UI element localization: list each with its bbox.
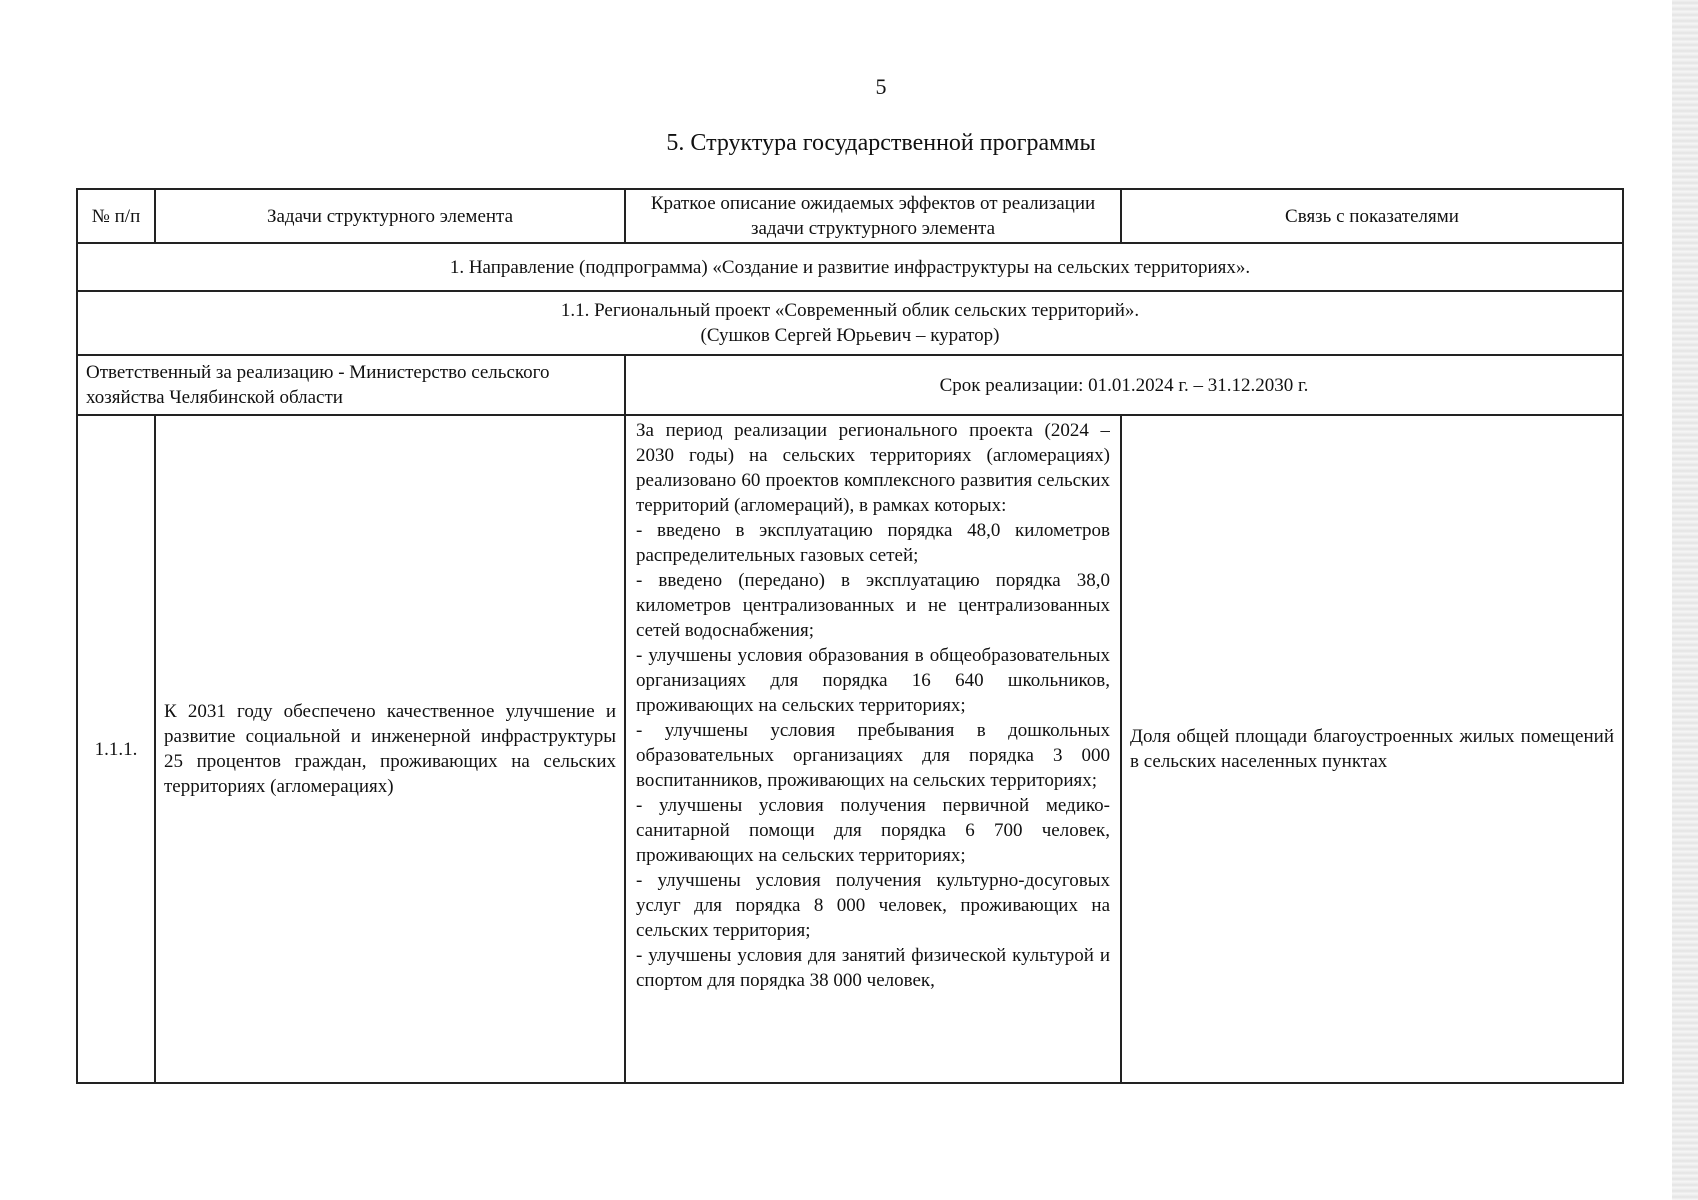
task-cell: К 2031 году обеспечено качественное улучшение и развитие социальной и инженерной инфраструктуры 25 процентов граждан, проживающих на сельских территориях (агломерациях) <box>155 415 625 1083</box>
header-indicators: Связь с показателями <box>1121 189 1623 243</box>
header-number: № п/п <box>77 189 155 243</box>
effect-item: - улучшены условия получения первичной медико-санитарной помощи для порядка 6 700 человек, проживающих на сельских территориях; <box>636 795 1110 866</box>
header-effects: Краткое описание ожидаемых эффектов от реализации задачи структурного элемента <box>625 189 1121 243</box>
effect-item: - введено в эксплуатацию порядка 48,0 километров распределительных газовых сетей; <box>636 520 1110 566</box>
effect-item: - улучшены условия образования в общеобразовательных организациях для порядка 16 640 школьников, проживающих на сельских территориях; <box>636 645 1110 716</box>
page-title: 5. Структура государственной программы <box>666 130 1096 156</box>
project-row <box>77 291 1623 355</box>
table-row <box>77 415 1623 1083</box>
indicator-cell: Доля общей площади благоустроенных жилых помещений в сельских населенных пунктах <box>1121 415 1623 1083</box>
responsible-cell: Ответственный за реализацию - Министерство сельского хозяйства Челябинской области <box>77 355 625 415</box>
effect-item: - улучшены условия получения культурно-досуговых услуг для порядка 8 000 человек, проживающих на сельских территория; <box>636 870 1110 941</box>
effects-list <box>636 418 1110 1078</box>
effect-item: За период реализации регионального проекта (2024 – 2030 годы) на сельских территориях (агломерациях) реализовано 60 проектов комплексного развития сельских территорий (агломераций), в рамках которых: <box>636 420 1110 516</box>
effect-item: - улучшены условия пребывания в дошкольных образовательных организациях для порядка 3 000 воспитанников, проживающих на сельских территориях; <box>636 720 1110 791</box>
project-title: 1.1. Региональный проект «Современный облик сельских территорий». <box>560 300 1140 321</box>
project-curator: (Сушков Сергей Юрьевич – куратор) <box>700 325 1000 346</box>
effect-item: - улучшены условия для занятий физической культурой и спортом для порядка 38 000 человек, <box>636 945 1110 991</box>
term-cell: Срок реализации: 01.01.2024 г. – 31.12.2030 г. <box>625 355 1623 415</box>
program-structure-table <box>76 188 1624 1084</box>
row-number: 1.1.1. <box>77 415 155 1083</box>
direction-row <box>77 243 1623 291</box>
effects-cell <box>625 415 1121 1083</box>
effect-item: - введено (передано) в эксплуатацию порядка 38,0 километров централизованных и не централизованных сетей водоснабжения; <box>636 570 1110 641</box>
header-tasks: Задачи структурного элемента <box>155 189 625 243</box>
scan-edge-strip <box>1672 0 1698 1200</box>
table-header-row <box>77 189 1623 243</box>
project-cell <box>77 291 1623 355</box>
direction-title: 1. Направление (подпрограмма) «Создание и развитие инфраструктуры на сельских территориях». <box>77 243 1623 291</box>
page-number: 5 <box>875 74 887 99</box>
responsible-row <box>77 355 1623 415</box>
